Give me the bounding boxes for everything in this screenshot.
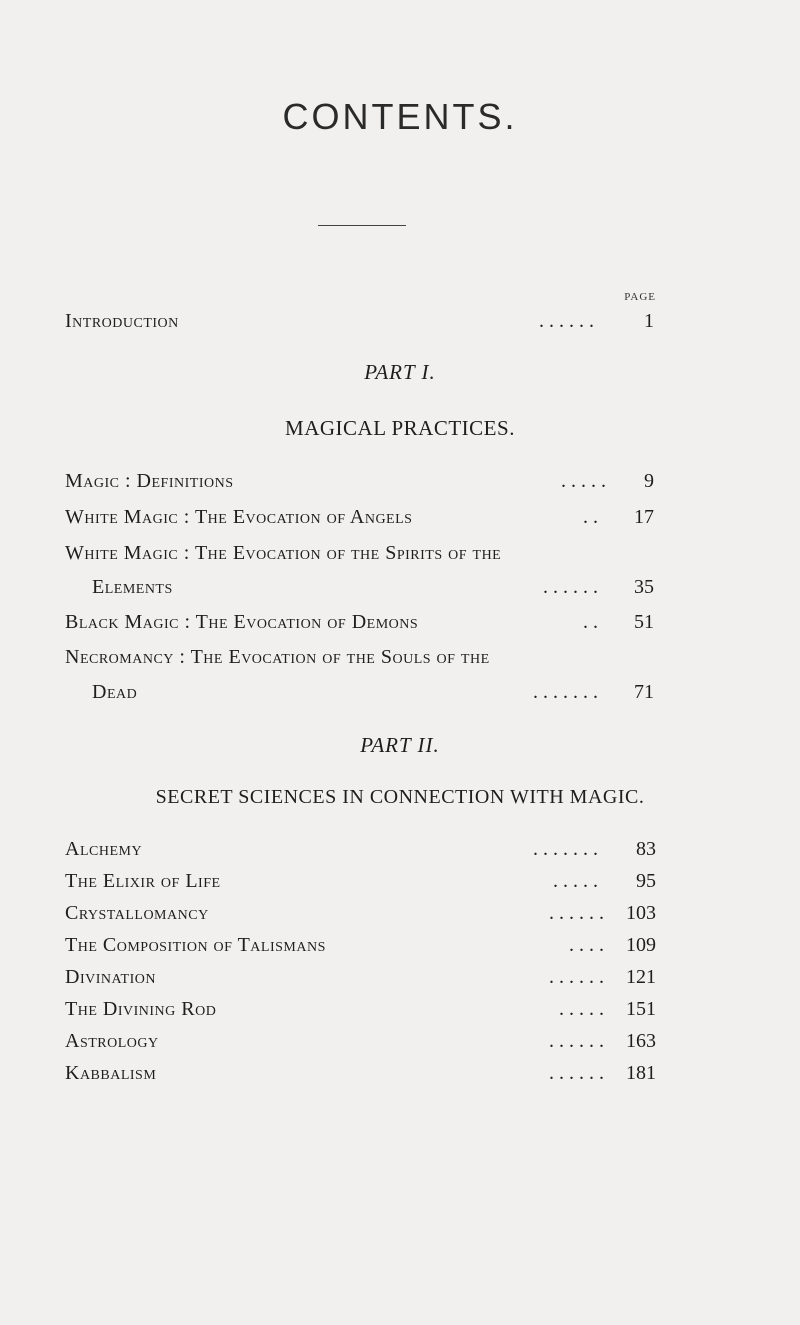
toc-entry-title: Crystallomancy: [65, 902, 209, 924]
toc-entry-page: 95: [636, 870, 656, 892]
toc-entry: [65, 607, 656, 637]
toc-leader-dots: . . . . .: [553, 870, 598, 892]
toc-entry: [65, 466, 656, 496]
toc-entry-continuation: [65, 572, 656, 602]
toc-entry: [65, 502, 656, 532]
toc-entry-title: White Magic : The Evocation of Angels: [65, 506, 413, 528]
toc-leader-dots: . . . . . .: [549, 966, 604, 988]
toc-leader-dots: . .: [583, 611, 598, 633]
toc-entry-page: 103: [626, 902, 656, 924]
toc-entry-page: 83: [636, 838, 656, 860]
toc-entry: [65, 866, 656, 896]
toc-entry: [65, 1026, 656, 1056]
toc-entry-title: Kabbalism: [65, 1062, 157, 1084]
toc-entry-title: Introduction: [65, 310, 179, 332]
toc-entry-page: 163: [626, 1030, 656, 1052]
toc-entry: [65, 834, 656, 864]
toc-entry-title: White Magic : The Evocation of the Spirits of the: [65, 542, 502, 564]
toc-entry-page: 71: [634, 681, 654, 703]
toc-entry: [65, 1058, 656, 1088]
toc-entry-title: Divination: [65, 966, 156, 988]
toc-entry-title: Necromancy : The Evocation of the Souls of the: [65, 646, 490, 668]
toc-entry-page: 109: [626, 934, 656, 956]
toc-leader-dots: . . . . .: [559, 998, 604, 1020]
toc-entry-continuation: [65, 677, 656, 707]
toc-entry-page: 121: [626, 966, 656, 988]
toc-entry-title: The Elixir of Life: [65, 870, 221, 892]
toc-leader-dots: . .: [583, 506, 598, 528]
toc-entry-page: 51: [634, 611, 654, 633]
toc-entry: [65, 930, 656, 960]
toc-entry-introduction: [65, 306, 656, 336]
toc-leader-dots: . . . . . .: [539, 310, 594, 332]
toc-entry-title: Black Magic : The Evocation of Demons: [65, 611, 419, 633]
toc-leader-dots: . . . . . .: [549, 902, 604, 924]
toc-leader-dots: . . . .: [569, 934, 604, 956]
toc-entry: [65, 538, 656, 568]
part-2-subheading: SECRET SCIENCES IN CONNECTION WITH MAGIC.: [155, 786, 645, 808]
toc-entry-page: 17: [634, 506, 654, 528]
page-column-label: PAGE: [624, 291, 656, 303]
toc-leader-dots: . . . . .: [561, 470, 606, 492]
part-1-subheading: MAGICAL PRACTICES.: [285, 416, 515, 440]
toc-entry-title: The Composition of Talismans: [65, 934, 326, 956]
toc-leader-dots: . . . . . .: [543, 576, 598, 598]
toc-leader-dots: . . . . . . .: [533, 838, 598, 860]
title-rule: [318, 225, 406, 226]
part-1-heading: PART I.: [364, 360, 436, 384]
toc-entry-page: 9: [644, 470, 654, 492]
toc-entry-title: Dead: [92, 681, 138, 703]
toc-entry-title: Astrology: [65, 1030, 159, 1052]
toc-entry: [65, 642, 656, 672]
toc-leader-dots: . . . . . . .: [533, 681, 598, 703]
toc-entry: [65, 898, 656, 928]
part-2-heading: PART II.: [360, 733, 440, 757]
toc-entry-title: The Divining Rod: [65, 998, 217, 1020]
toc-entry-page: 151: [626, 998, 656, 1020]
page-title: CONTENTS.: [282, 96, 518, 137]
toc-entry-title: Magic : Definitions: [65, 470, 234, 492]
toc-entry: [65, 994, 656, 1024]
toc-entry-title: Alchemy: [65, 838, 143, 860]
toc-leader-dots: . . . . . .: [549, 1062, 604, 1084]
toc-entry-page: 1: [644, 310, 654, 332]
toc-entry-page: 35: [634, 576, 654, 598]
toc-leader-dots: . . . . . .: [549, 1030, 604, 1052]
toc-entry-page: 181: [626, 1062, 656, 1084]
toc-entry: [65, 962, 656, 992]
toc-entry-title: Elements: [92, 576, 173, 598]
